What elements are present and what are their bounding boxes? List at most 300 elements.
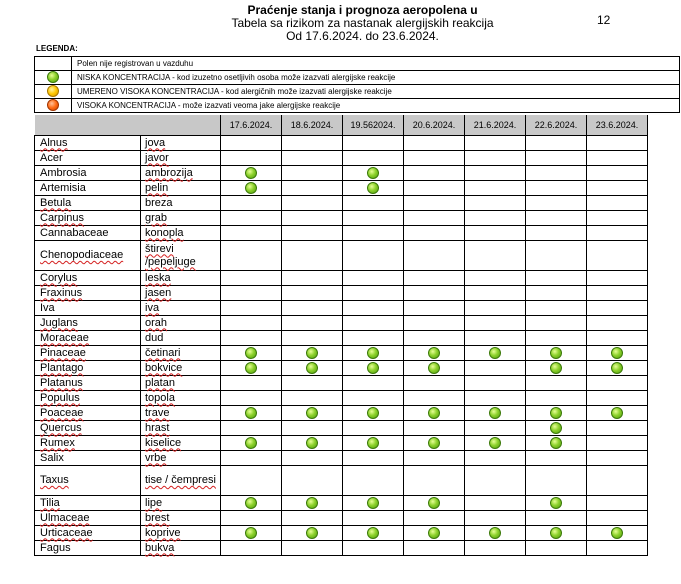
- green-dot-icon: [489, 437, 501, 449]
- local-name: hrast: [145, 421, 170, 434]
- concentration-cell: [526, 451, 587, 466]
- concentration-cell: [221, 301, 282, 316]
- local-name: javor: [145, 151, 169, 164]
- concentration-cell: [343, 451, 404, 466]
- concentration-cell: [526, 541, 587, 556]
- concentration-cell: [465, 211, 526, 226]
- concentration-cell: [343, 466, 404, 496]
- concentration-cell: [404, 166, 465, 181]
- latin-name-cell: [35, 496, 141, 511]
- pollen-forecast-table: [34, 115, 648, 556]
- concentration-cell: [587, 346, 648, 361]
- concentration-cell: [526, 376, 587, 391]
- local-name-cell: [141, 361, 221, 376]
- concentration-cell: [404, 316, 465, 331]
- latin-name-cell: [35, 451, 141, 466]
- concentration-cell: [404, 376, 465, 391]
- concentration-cell: [221, 196, 282, 211]
- latin-name: Betula: [40, 196, 72, 209]
- concentration-cell: [343, 181, 404, 196]
- green-dot-icon: [489, 527, 501, 539]
- concentration-cell: [343, 286, 404, 301]
- latin-name-cell: [35, 406, 141, 421]
- concentration-cell: [282, 346, 343, 361]
- concentration-cell: [526, 136, 587, 151]
- concentration-cell: [404, 286, 465, 301]
- concentration-cell: [282, 151, 343, 166]
- latin-name-cell: [35, 196, 141, 211]
- latin-name: Iva: [40, 301, 55, 314]
- concentration-cell: [282, 286, 343, 301]
- concentration-cell: [526, 226, 587, 241]
- concentration-cell: [587, 196, 648, 211]
- table-row: [35, 451, 648, 466]
- green-dot-icon: [428, 362, 440, 374]
- concentration-cell: [526, 421, 587, 436]
- table-row: [35, 136, 648, 151]
- pollen-table-body: [35, 115, 648, 556]
- concentration-cell: [221, 406, 282, 421]
- document-period: Od 17.6.2024. do 23.6.2024.: [286, 29, 439, 43]
- concentration-cell: [221, 376, 282, 391]
- latin-name-cell: [35, 421, 141, 436]
- concentration-cell: [343, 331, 404, 346]
- concentration-cell: [343, 511, 404, 526]
- concentration-cell: [221, 136, 282, 151]
- concentration-cell: [465, 151, 526, 166]
- local-name-cell: [141, 151, 221, 166]
- concentration-cell: [404, 196, 465, 211]
- local-name: topola: [145, 391, 175, 404]
- local-name: jasen: [145, 286, 172, 299]
- concentration-cell: [465, 511, 526, 526]
- legend-table: [34, 56, 680, 113]
- latin-name: Taxus: [40, 474, 69, 486]
- concentration-cell: [587, 166, 648, 181]
- green-dot-icon: [550, 362, 562, 374]
- green-dot-icon: [550, 407, 562, 419]
- date-header: 17.6.2024.: [221, 115, 282, 136]
- orange-dot-icon: [47, 99, 59, 111]
- concentration-cell: [526, 181, 587, 196]
- local-name: bukva: [145, 541, 175, 554]
- table-row: [35, 391, 648, 406]
- latin-name: Pinaceae: [40, 346, 86, 359]
- concentration-cell: [587, 511, 648, 526]
- concentration-cell: [526, 196, 587, 211]
- latin-name-cell: [35, 136, 141, 151]
- concentration-cell: [465, 286, 526, 301]
- concentration-cell: [404, 541, 465, 556]
- concentration-cell: [343, 541, 404, 556]
- concentration-cell: [404, 526, 465, 541]
- local-name: orah: [145, 316, 168, 329]
- local-name-cell: [141, 421, 221, 436]
- local-name-cell: [141, 466, 221, 496]
- concentration-cell: [282, 226, 343, 241]
- green-dot-icon: [550, 437, 562, 449]
- concentration-cell: [465, 271, 526, 286]
- green-dot-icon: [245, 497, 257, 509]
- latin-name: Tilia: [40, 496, 60, 509]
- local-name: ambrozija: [145, 166, 193, 179]
- concentration-cell: [587, 286, 648, 301]
- latin-name-cell: [35, 541, 141, 556]
- concentration-cell: [404, 406, 465, 421]
- green-dot-icon: [245, 437, 257, 449]
- concentration-cell: [343, 376, 404, 391]
- green-dot-icon: [367, 167, 379, 179]
- concentration-cell: [343, 211, 404, 226]
- latin-name: Chenopodiaceae: [40, 249, 124, 261]
- concentration-cell: [221, 511, 282, 526]
- concentration-cell: [465, 241, 526, 271]
- latin-name-cell: [35, 151, 141, 166]
- latin-name: Poaceae: [40, 406, 84, 419]
- concentration-cell: [343, 301, 404, 316]
- local-name-cell: [141, 391, 221, 406]
- local-name-cell: [141, 316, 221, 331]
- local-name-cell: [141, 526, 221, 541]
- local-name-cell: [141, 226, 221, 241]
- concentration-cell: [282, 181, 343, 196]
- green-dot-icon: [367, 437, 379, 449]
- concentration-cell: [343, 196, 404, 211]
- concentration-cell: [282, 421, 343, 436]
- concentration-cell: [404, 496, 465, 511]
- concentration-cell: [404, 451, 465, 466]
- green-dot-icon: [306, 347, 318, 359]
- concentration-cell: [221, 226, 282, 241]
- concentration-cell: [404, 391, 465, 406]
- latin-name: Ambrosia: [40, 166, 87, 179]
- table-row: [35, 241, 648, 271]
- latin-name: Fraxinus: [40, 286, 83, 299]
- concentration-cell: [282, 436, 343, 451]
- table-row: [35, 511, 648, 526]
- table-row: [35, 271, 648, 286]
- latin-name-cell: [35, 271, 141, 286]
- latin-name: Rumex: [40, 436, 75, 449]
- legend-swatch-none: [35, 57, 72, 71]
- header-blank: [141, 115, 221, 136]
- concentration-cell: [282, 526, 343, 541]
- local-name: koprive: [145, 526, 181, 539]
- legend-row-none: [35, 57, 680, 71]
- concentration-cell: [587, 181, 648, 196]
- local-name: dud: [145, 331, 164, 344]
- date-header: 22.6.2024.: [526, 115, 587, 136]
- concentration-cell: [587, 451, 648, 466]
- concentration-cell: [343, 166, 404, 181]
- latin-name-cell: [35, 181, 141, 196]
- concentration-cell: [526, 406, 587, 421]
- local-name: pelin: [145, 181, 169, 194]
- concentration-cell: [465, 136, 526, 151]
- concentration-cell: [282, 241, 343, 271]
- concentration-cell: [343, 496, 404, 511]
- concentration-cell: [465, 436, 526, 451]
- green-dot-icon: [367, 182, 379, 194]
- latin-name: Moraceae: [40, 331, 89, 344]
- latin-name-cell: [35, 301, 141, 316]
- concentration-cell: [526, 286, 587, 301]
- concentration-cell: [343, 271, 404, 286]
- green-dot-icon: [550, 347, 562, 359]
- concentration-cell: [404, 241, 465, 271]
- green-dot-icon: [245, 347, 257, 359]
- concentration-cell: [282, 496, 343, 511]
- concentration-cell: [526, 436, 587, 451]
- concentration-cell: [343, 406, 404, 421]
- concentration-cell: [343, 241, 404, 271]
- date-header: 20.6.2024.: [404, 115, 465, 136]
- green-dot-icon: [306, 437, 318, 449]
- concentration-cell: [587, 226, 648, 241]
- concentration-cell: [404, 511, 465, 526]
- local-name: vrbe: [145, 451, 167, 464]
- date-header: 23.6.2024.: [587, 115, 648, 136]
- local-name-cell: [141, 196, 221, 211]
- concentration-cell: [221, 526, 282, 541]
- table-row: [35, 226, 648, 241]
- green-dot-icon: [550, 527, 562, 539]
- concentration-cell: [587, 541, 648, 556]
- table-row: [35, 406, 648, 421]
- date-header: 21.6.2024.: [465, 115, 526, 136]
- green-dot-icon: [428, 497, 440, 509]
- concentration-cell: [465, 391, 526, 406]
- latin-name: Acer: [40, 151, 63, 164]
- green-dot-icon: [489, 347, 501, 359]
- green-dot-icon: [611, 527, 623, 539]
- concentration-cell: [221, 436, 282, 451]
- concentration-cell: [343, 391, 404, 406]
- concentration-cell: [404, 361, 465, 376]
- green-dot-icon: [550, 422, 562, 434]
- latin-name: Corylus: [40, 271, 78, 284]
- green-dot-icon: [245, 182, 257, 194]
- table-row: [35, 151, 648, 166]
- latin-name: Platanus: [40, 376, 83, 389]
- concentration-cell: [221, 316, 282, 331]
- latin-name: Salix: [40, 451, 64, 464]
- concentration-cell: [587, 391, 648, 406]
- local-name-cell: [141, 286, 221, 301]
- concentration-cell: [343, 436, 404, 451]
- concentration-cell: [465, 376, 526, 391]
- concentration-cell: [465, 226, 526, 241]
- local-name-cell: [141, 406, 221, 421]
- concentration-cell: [282, 391, 343, 406]
- table-row: [35, 466, 648, 496]
- local-name-cell: [141, 211, 221, 226]
- latin-name: Cannabaceae: [40, 226, 109, 239]
- local-name: kiselice: [145, 436, 182, 449]
- table-row: [35, 421, 648, 436]
- local-name: brest: [145, 511, 170, 524]
- concentration-cell: [587, 301, 648, 316]
- concentration-cell: [221, 391, 282, 406]
- local-name-cell: [141, 376, 221, 391]
- table-row: [35, 496, 648, 511]
- legend-text-high: VISOKA KONCENTRACIJA - može izazvati veoma jake alergijske reakcije: [72, 99, 680, 113]
- concentration-cell: [343, 421, 404, 436]
- table-row: [35, 316, 648, 331]
- concentration-cell: [526, 511, 587, 526]
- concentration-cell: [526, 466, 587, 496]
- latin-name-cell: [35, 436, 141, 451]
- concentration-cell: [587, 496, 648, 511]
- table-row: [35, 361, 648, 376]
- concentration-cell: [587, 136, 648, 151]
- document-header: [0, 4, 681, 43]
- local-name-cell: [141, 451, 221, 466]
- local-name-cell: [141, 496, 221, 511]
- yellow-dot-icon: [47, 85, 59, 97]
- table-row: [35, 301, 648, 316]
- concentration-cell: [465, 181, 526, 196]
- latin-name-cell: [35, 346, 141, 361]
- concentration-cell: [526, 331, 587, 346]
- latin-name-cell: [35, 391, 141, 406]
- green-dot-icon: [306, 407, 318, 419]
- concentration-cell: [221, 361, 282, 376]
- concentration-cell: [465, 331, 526, 346]
- latin-name-cell: [35, 241, 141, 271]
- green-dot-icon: [550, 497, 562, 509]
- table-row: [35, 376, 648, 391]
- local-name-cell: [141, 436, 221, 451]
- table-row: [35, 286, 648, 301]
- local-name: leska: [145, 271, 171, 284]
- concentration-cell: [221, 331, 282, 346]
- concentration-cell: [221, 166, 282, 181]
- concentration-cell: [465, 316, 526, 331]
- green-dot-icon: [47, 71, 59, 83]
- concentration-cell: [526, 316, 587, 331]
- table-row: [35, 331, 648, 346]
- concentration-cell: [221, 496, 282, 511]
- local-name: trave: [145, 406, 170, 419]
- table-row: [35, 346, 648, 361]
- header-blank: [35, 115, 141, 136]
- concentration-cell: [526, 241, 587, 271]
- local-name-cell: [141, 181, 221, 196]
- concentration-cell: [282, 406, 343, 421]
- green-dot-icon: [306, 497, 318, 509]
- local-name: tise / čempresi: [145, 474, 216, 486]
- latin-name: Plantago: [40, 361, 84, 374]
- legend-text-low: NISKA KONCENTRACIJA - kod izuzetno osetljivih osoba može izazvati alergijske reakcije: [72, 71, 680, 85]
- concentration-cell: [343, 346, 404, 361]
- green-dot-icon: [367, 527, 379, 539]
- concentration-cell: [282, 541, 343, 556]
- latin-name: Juglans: [40, 316, 78, 329]
- concentration-cell: [587, 406, 648, 421]
- local-name: bokvice: [145, 361, 183, 374]
- concentration-cell: [587, 526, 648, 541]
- concentration-cell: [587, 436, 648, 451]
- concentration-cell: [221, 241, 282, 271]
- green-dot-icon: [611, 362, 623, 374]
- date-header-row: [35, 115, 648, 136]
- local-name: grab: [145, 211, 168, 224]
- latin-name-cell: [35, 511, 141, 526]
- local-name-cell: [141, 301, 221, 316]
- latin-name: Artemisia: [40, 181, 86, 194]
- green-dot-icon: [428, 407, 440, 419]
- concentration-cell: [221, 286, 282, 301]
- concentration-cell: [587, 466, 648, 496]
- concentration-cell: [404, 211, 465, 226]
- concentration-cell: [221, 346, 282, 361]
- green-dot-icon: [489, 407, 501, 419]
- concentration-cell: [221, 451, 282, 466]
- concentration-cell: [282, 271, 343, 286]
- concentration-cell: [526, 361, 587, 376]
- concentration-cell: [465, 466, 526, 496]
- latin-name: Fagus: [40, 541, 71, 554]
- local-name-cell: [141, 346, 221, 361]
- concentration-cell: [587, 271, 648, 286]
- concentration-cell: [221, 211, 282, 226]
- concentration-cell: [343, 136, 404, 151]
- concentration-cell: [404, 346, 465, 361]
- concentration-cell: [343, 316, 404, 331]
- concentration-cell: [465, 361, 526, 376]
- green-dot-icon: [245, 407, 257, 419]
- concentration-cell: [221, 151, 282, 166]
- local-name: četinari: [145, 346, 181, 359]
- concentration-cell: [526, 346, 587, 361]
- latin-name: Ulmaceae: [40, 511, 90, 524]
- latin-name-cell: [35, 466, 141, 496]
- concentration-cell: [587, 211, 648, 226]
- concentration-cell: [343, 226, 404, 241]
- table-row: [35, 436, 648, 451]
- date-header: 18.6.2024.: [282, 115, 343, 136]
- green-dot-icon: [306, 362, 318, 374]
- latin-name: Alnus: [40, 136, 68, 149]
- green-dot-icon: [428, 437, 440, 449]
- concentration-cell: [404, 226, 465, 241]
- table-row: [35, 541, 648, 556]
- latin-name: Urticaceae: [40, 526, 93, 539]
- latin-name: Populus: [40, 391, 80, 404]
- green-dot-icon: [428, 527, 440, 539]
- green-dot-icon: [245, 527, 257, 539]
- concentration-cell: [404, 136, 465, 151]
- local-name-cell: [141, 241, 221, 271]
- green-dot-icon: [367, 362, 379, 374]
- concentration-cell: [465, 421, 526, 436]
- concentration-cell: [404, 181, 465, 196]
- concentration-cell: [526, 391, 587, 406]
- local-name-cell: [141, 541, 221, 556]
- local-name: iva: [145, 301, 160, 314]
- green-dot-icon: [611, 347, 623, 359]
- local-name-cell: [141, 166, 221, 181]
- latin-name-cell: [35, 526, 141, 541]
- concentration-cell: [221, 181, 282, 196]
- latin-name-cell: [35, 316, 141, 331]
- concentration-cell: [282, 376, 343, 391]
- concentration-cell: [221, 466, 282, 496]
- concentration-cell: [343, 526, 404, 541]
- latin-name: Carpinus: [40, 211, 85, 224]
- concentration-cell: [282, 196, 343, 211]
